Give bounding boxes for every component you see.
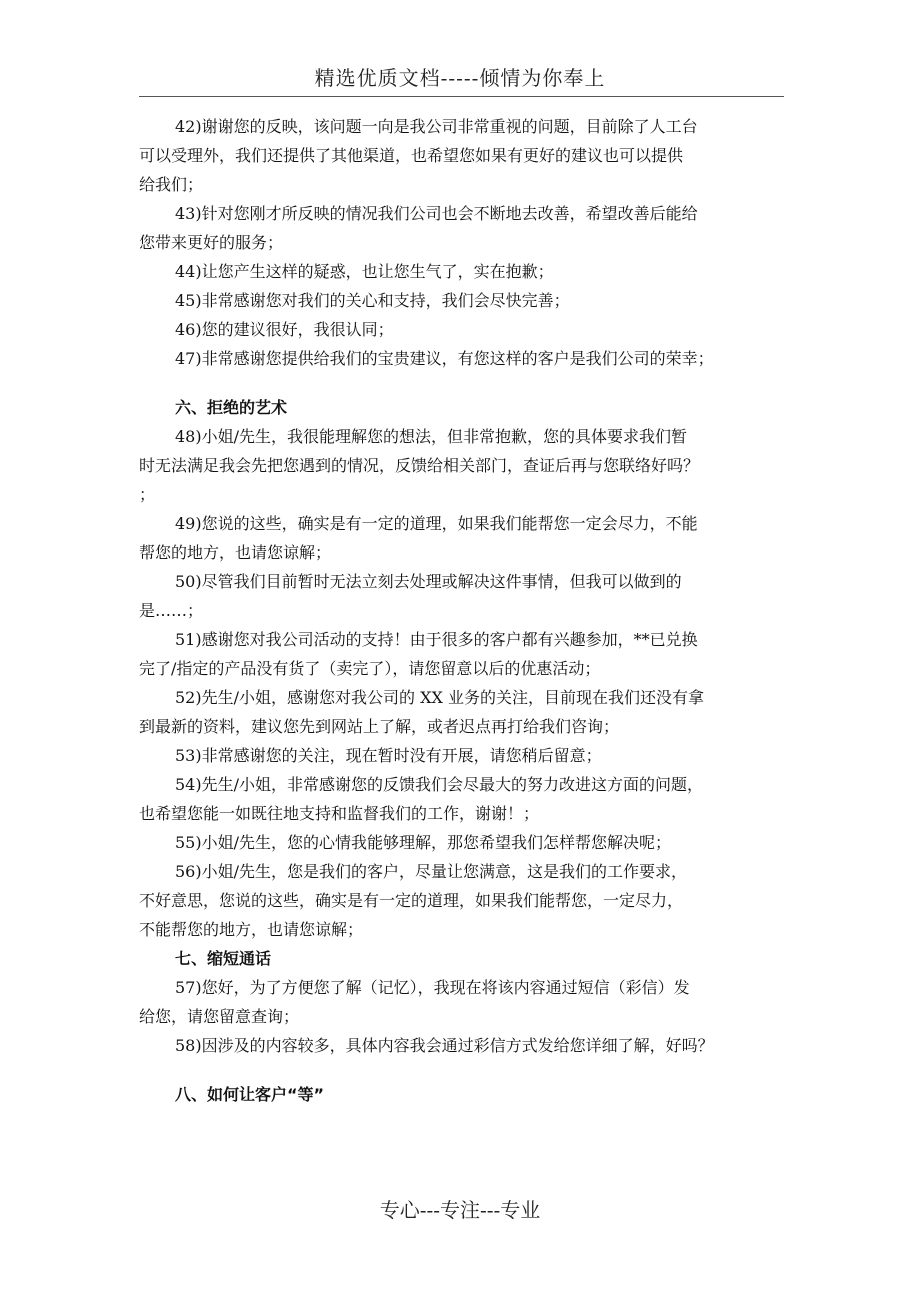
text-line: 时无法满足我会先把您遇到的情况，反馈给相关部门，查证后再与您联络好吗？ — [139, 456, 700, 475]
text-line: 您带来更好的服务； — [139, 233, 284, 252]
list-item — [139, 257, 784, 286]
text-line: 47)非常感谢您提供给我们的宝贵建议，有您这样的客户是我们公司的荣幸； — [175, 349, 714, 368]
page-header: 精选优质文档-----倾情为你奉上 — [314, 66, 606, 90]
list-item — [139, 973, 784, 1031]
text-line: 到最新的资料，建议您先到网站上了解，或者迟点再打给我们咨询； — [139, 717, 620, 736]
page-footer: 专心---专注---专业 — [379, 1198, 541, 1222]
text-line: 给我们； — [139, 175, 204, 194]
text-line: 45)非常感谢您对我们的关心和支持，我们会尽快完善； — [175, 291, 570, 310]
text-line: 52)先生/小姐，感谢您对我公司的 XX 业务的关注，目前现在我们还没有拿 — [175, 688, 704, 707]
section-heading-shorten-call: 七、缩短通话 — [175, 949, 272, 968]
list-item — [139, 625, 784, 683]
text-line: 58)因涉及的内容较多，具体内容我会通过彩信方式发给您详细了解，好吗？ — [175, 1036, 714, 1055]
list-item — [139, 199, 784, 257]
text-line: 50)尽管我们目前暂时无法立刻去处理或解决这件事情，但我可以做到的 — [175, 572, 682, 591]
list-item — [139, 828, 784, 857]
text-line: 49)您说的这些，确实是有一定的道理，如果我们能帮您一定会尽力，不能 — [175, 514, 698, 533]
list-item — [139, 315, 784, 344]
text-line: 54)先生/小姐，非常感谢您的反馈我们会尽最大的努力改进这方面的问题， — [175, 775, 703, 794]
list-item — [139, 344, 784, 373]
text-line: 55)小姐/先生，您的心情我能够理解，那您希望我们怎样帮您解决呢； — [175, 833, 671, 852]
list-item — [139, 112, 784, 199]
text-line: 帮您的地方，也请您谅解； — [139, 543, 332, 562]
text-line: 不能帮您的地方，也请您谅解； — [139, 920, 364, 939]
header-divider — [139, 96, 784, 97]
text-line: 43)针对您刚才所反映的情况我们公司也会不断地去改善，希望改善后能给 — [175, 204, 698, 223]
item-list-refusal — [139, 422, 784, 944]
list-item — [139, 286, 784, 315]
list-item — [139, 509, 784, 567]
text-line: 44)让您产生这样的疑惑，也让您生气了，实在抱歉； — [175, 262, 554, 281]
document-body — [139, 112, 784, 1109]
section-heading-customer-wait: 八、如何让客户“等” — [175, 1085, 325, 1104]
item-list-intro — [139, 112, 784, 373]
list-item — [139, 857, 784, 944]
text-line: ； — [139, 485, 156, 504]
item-list-shorten-call — [139, 973, 784, 1060]
text-line: 也希望您能一如既往地支持和监督我们的工作，谢谢！； — [139, 804, 540, 823]
text-line: 48)小姐/先生，我很能理解您的想法，但非常抱歉，您的具体要求我们暂 — [175, 427, 687, 446]
text-line: 53)非常感谢您的关注，现在暂时没有开展，请您稍后留意； — [175, 746, 602, 765]
text-line: 57)您好，为了方便您了解（记忆），我现在将该内容通过短信（彩信）发 — [175, 978, 690, 997]
list-item — [139, 770, 784, 828]
text-line: 42)谢谢您的反映，该问题一向是我公司非常重视的问题，目前除了人工台 — [175, 117, 698, 136]
section-heading-refusal: 六、拒绝的艺术 — [175, 398, 288, 417]
text-line: 56)小姐/先生，您是我们的客户，尽量让您满意，这是我们的工作要求， — [175, 862, 687, 881]
text-line: 不好意思，您说的这些，确实是有一定的道理，如果我们能帮您，一定尽力， — [139, 891, 684, 910]
text-line: 51)感谢您对我公司活动的支持！由于很多的客户都有兴趣参加，**已兑换 — [175, 630, 698, 649]
list-item — [139, 683, 784, 741]
list-item — [139, 567, 784, 625]
text-line: 完了/指定的产品没有货了（卖完了），请您留意以后的优惠活动； — [139, 659, 601, 678]
text-line: 给您，请您留意查询； — [139, 1007, 300, 1026]
list-item — [139, 741, 784, 770]
text-line: 46)您的建议很好，我很认同； — [175, 320, 394, 339]
text-line: 可以受理外，我们还提供了其他渠道，也希望您如果有更好的建议也可以提供 — [139, 146, 684, 165]
list-item — [139, 422, 784, 509]
list-item — [139, 1031, 784, 1060]
text-line: 是……； — [139, 601, 204, 620]
